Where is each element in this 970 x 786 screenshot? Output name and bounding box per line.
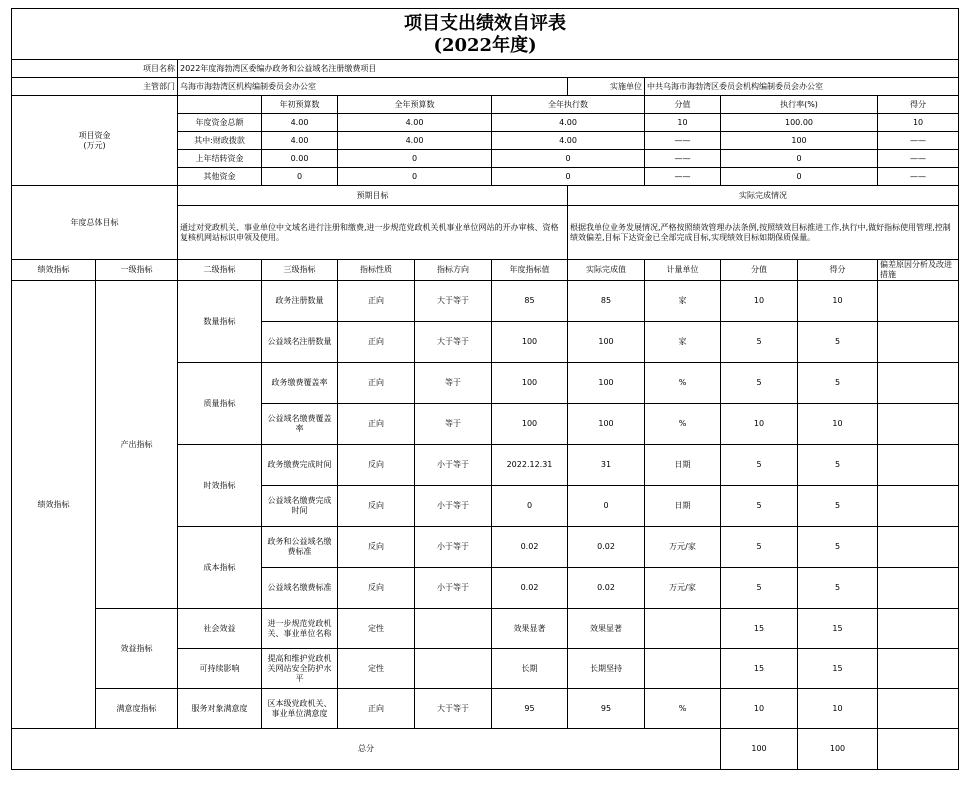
deviation-note — [878, 445, 959, 486]
funds-cell: —— — [878, 132, 959, 150]
level2-indicator: 服务对象满意度 — [178, 689, 262, 729]
level3-indicator: 公益域名注册数量 — [262, 322, 338, 363]
indicator-nature: 正向 — [338, 689, 415, 729]
deviation-note — [878, 527, 959, 568]
score-got: 15 — [798, 649, 878, 689]
total-got: 100 — [798, 729, 878, 770]
score-got: 5 — [798, 527, 878, 568]
table-title — [12, 9, 959, 60]
indicator-header-4: 指标性质 — [338, 260, 415, 281]
funds-row-label: 其他资金 — [178, 168, 262, 186]
target-value: 100 — [492, 363, 568, 404]
indicator-direction: 等于 — [415, 404, 492, 445]
level2-indicator: 可持续影响 — [178, 649, 262, 689]
level3-indicator: 公益域名缴费覆盖率 — [262, 404, 338, 445]
funds-header-0: 年初预算数 — [262, 96, 338, 114]
target-value: 长期 — [492, 649, 568, 689]
indicator-direction: 等于 — [415, 363, 492, 404]
unit — [645, 609, 721, 649]
deviation-note — [878, 322, 959, 363]
indicator-nature: 正向 — [338, 363, 415, 404]
score-value: 5 — [721, 363, 798, 404]
unit: 日期 — [645, 445, 721, 486]
unit: % — [645, 689, 721, 729]
funds-cell: 4.00 — [338, 114, 492, 132]
subtitle-text: (2022年度) — [433, 35, 537, 56]
level3-indicator: 政务和公益域名缴费标准 — [262, 527, 338, 568]
actual-goal-label: 实际完成情况 — [568, 186, 959, 206]
funds-cell: —— — [645, 168, 721, 186]
score-value: 5 — [721, 486, 798, 527]
funds-cell: 0 — [721, 168, 878, 186]
unit: 万元/家 — [645, 527, 721, 568]
score-value: 5 — [721, 445, 798, 486]
score-value: 10 — [721, 689, 798, 729]
goals-label: 年度总体目标 — [12, 186, 178, 260]
score-value: 10 — [721, 281, 798, 322]
funds-cell: —— — [645, 150, 721, 168]
target-value: 2022.12.31 — [492, 445, 568, 486]
total-score: 100 — [721, 729, 798, 770]
indicator-nature: 正向 — [338, 322, 415, 363]
unit: 万元/家 — [645, 568, 721, 609]
funds-cell: 0 — [721, 150, 878, 168]
indicator-header-6: 年度指标值 — [492, 260, 568, 281]
deviation-note — [878, 649, 959, 689]
deviation-note — [878, 689, 959, 729]
indicator-nature: 定性 — [338, 609, 415, 649]
funds-row-label: 其中:财政拨款 — [178, 132, 262, 150]
actual-value: 100 — [568, 363, 645, 404]
funds-cell: —— — [878, 150, 959, 168]
target-value: 85 — [492, 281, 568, 322]
unit: 家 — [645, 281, 721, 322]
funds-cell: —— — [645, 132, 721, 150]
indicator-direction — [415, 649, 492, 689]
actual-value: 长期坚持 — [568, 649, 645, 689]
project-name-value: 2022年度海勃湾区委编办政务和公益域名注册缴费项目 — [178, 60, 959, 78]
indicator-header-1: 一级指标 — [96, 260, 178, 281]
funds-cell: 4.00 — [262, 132, 338, 150]
indicator-header-5: 指标方向 — [415, 260, 492, 281]
level3-indicator: 公益域名缴费完成时间 — [262, 486, 338, 527]
indicator-nature: 反向 — [338, 568, 415, 609]
actual-value: 85 — [568, 281, 645, 322]
target-value: 0.02 — [492, 527, 568, 568]
indicator-header-2: 二级指标 — [178, 260, 262, 281]
funds-cell: 10 — [878, 114, 959, 132]
deviation-note — [878, 486, 959, 527]
actual-value: 95 — [568, 689, 645, 729]
dept-label: 主管部门 — [12, 78, 178, 96]
funds-cell: 100 — [721, 132, 878, 150]
indicator-header-7: 实际完成值 — [568, 260, 645, 281]
score-got: 5 — [798, 445, 878, 486]
score-got: 10 — [798, 404, 878, 445]
score-value: 15 — [721, 609, 798, 649]
indicator-nature: 反向 — [338, 445, 415, 486]
target-value: 100 — [492, 404, 568, 445]
indicator-direction: 大于等于 — [415, 689, 492, 729]
deviation-note — [878, 363, 959, 404]
unit: % — [645, 404, 721, 445]
evaluation-table — [11, 8, 959, 770]
total-label: 总分 — [12, 729, 721, 770]
impl-value: 中共乌海市海勃湾区委员会机构编制委员会办公室 — [645, 78, 959, 96]
score-value: 15 — [721, 649, 798, 689]
indicator-header-10: 得分 — [798, 260, 878, 281]
funds-cell: 0 — [338, 150, 492, 168]
funds-header-blank — [178, 96, 262, 114]
indicator-header-9: 分值 — [721, 260, 798, 281]
funds-label: 项目资金 (万元) — [12, 96, 178, 186]
funds-cell: 4.00 — [492, 132, 645, 150]
unit: 日期 — [645, 486, 721, 527]
indicator-nature: 正向 — [338, 404, 415, 445]
project-name-label: 项目名称 — [12, 60, 178, 78]
funds-cell: 0 — [338, 168, 492, 186]
unit: 家 — [645, 322, 721, 363]
indicator-header-8: 计量单位 — [645, 260, 721, 281]
actual-value: 0 — [568, 486, 645, 527]
level3-indicator: 区本级党政机关、事业单位满意度 — [262, 689, 338, 729]
expected-goal-text: 通过对党政机关、事业单位中文域名进行注册和缴费,进一步规范党政机关机事业单位网站的开办审核、资格复核机网站标识申领及使用。 — [178, 206, 568, 260]
funds-cell: 4.00 — [338, 132, 492, 150]
level1-indicator: 产出指标 — [96, 281, 178, 609]
indicator-header-0: 绩效指标 — [12, 260, 96, 281]
level3-indicator: 公益域名缴费标准 — [262, 568, 338, 609]
funds-header-5: 得分 — [878, 96, 959, 114]
table-body — [12, 9, 959, 770]
funds-header-4: 执行率(%) — [721, 96, 878, 114]
indicator-nature: 反向 — [338, 486, 415, 527]
title-text: 项目支出绩效自评表 — [404, 13, 567, 34]
indicator-direction: 大于等于 — [415, 281, 492, 322]
indicator-header-11: 偏差原因分析及改进措施 — [878, 260, 959, 281]
level2-indicator: 社会效益 — [178, 609, 262, 649]
level2-indicator: 质量指标 — [178, 363, 262, 445]
funds-row-label: 年度资金总额 — [178, 114, 262, 132]
level1-indicator: 效益指标 — [96, 609, 178, 689]
level1-indicator: 满意度指标 — [96, 689, 178, 729]
indicator-direction — [415, 609, 492, 649]
score-got: 5 — [798, 568, 878, 609]
level3-indicator: 政务注册数量 — [262, 281, 338, 322]
score-got: 5 — [798, 363, 878, 404]
indicator-nature: 定性 — [338, 649, 415, 689]
score-got: 5 — [798, 322, 878, 363]
indicator-direction: 大于等于 — [415, 322, 492, 363]
score-value: 5 — [721, 527, 798, 568]
level3-indicator: 政务缴费完成时间 — [262, 445, 338, 486]
unit: % — [645, 363, 721, 404]
score-value: 5 — [721, 322, 798, 363]
funds-cell: 100.00 — [721, 114, 878, 132]
score-got: 10 — [798, 281, 878, 322]
deviation-note — [878, 281, 959, 322]
score-value: 10 — [721, 404, 798, 445]
actual-value: 效果显著 — [568, 609, 645, 649]
indicator-direction: 小于等于 — [415, 527, 492, 568]
level3-indicator: 提高和维护党政机关网站安全防护水平 — [262, 649, 338, 689]
funds-cell: 10 — [645, 114, 721, 132]
funds-cell: 0 — [262, 168, 338, 186]
score-got: 15 — [798, 609, 878, 649]
unit — [645, 649, 721, 689]
funds-cell: 0 — [492, 150, 645, 168]
target-value: 100 — [492, 322, 568, 363]
funds-cell: 4.00 — [492, 114, 645, 132]
expected-goal-label: 预期目标 — [178, 186, 568, 206]
funds-cell: —— — [878, 168, 959, 186]
level3-indicator: 进一步规范党政机关、事业单位名称 — [262, 609, 338, 649]
level2-indicator: 数量指标 — [178, 281, 262, 363]
level2-indicator: 成本指标 — [178, 527, 262, 609]
actual-value: 100 — [568, 322, 645, 363]
indicator-nature: 正向 — [338, 281, 415, 322]
indicator-header-3: 三级指标 — [262, 260, 338, 281]
target-value: 95 — [492, 689, 568, 729]
score-value: 5 — [721, 568, 798, 609]
dept-value: 乌海市海勃湾区机构编制委员会办公室 — [178, 78, 568, 96]
funds-header-2: 全年执行数 — [492, 96, 645, 114]
self-evaluation-sheet — [11, 8, 958, 770]
indicator-direction: 小于等于 — [415, 445, 492, 486]
target-value: 效果显著 — [492, 609, 568, 649]
actual-value: 0.02 — [568, 527, 645, 568]
funds-cell: 0.00 — [262, 150, 338, 168]
indicator-direction: 小于等于 — [415, 568, 492, 609]
impl-label: 实施单位 — [568, 78, 645, 96]
actual-value: 100 — [568, 404, 645, 445]
level3-indicator: 政务缴费覆盖率 — [262, 363, 338, 404]
funds-row-label: 上年结转资金 — [178, 150, 262, 168]
actual-value: 31 — [568, 445, 645, 486]
deviation-note — [878, 609, 959, 649]
indicator-category: 绩效指标 — [12, 281, 96, 729]
deviation-note — [878, 568, 959, 609]
funds-cell: 0 — [492, 168, 645, 186]
funds-cell: 4.00 — [262, 114, 338, 132]
level2-indicator: 时效指标 — [178, 445, 262, 527]
deviation-note — [878, 404, 959, 445]
target-value: 0 — [492, 486, 568, 527]
total-note — [878, 729, 959, 770]
indicator-nature: 反向 — [338, 527, 415, 568]
actual-goal-text: 根据我单位业务发展情况,严格按照绩效管理办法条例,按照绩效目标推进工作,执行中,做好指标使用管理,控制绩效偏差,目标下达资金已全部完成目标,实现绩效目标如期保质保量。 — [568, 206, 959, 260]
funds-header-3: 分值 — [645, 96, 721, 114]
score-got: 10 — [798, 689, 878, 729]
actual-value: 0.02 — [568, 568, 645, 609]
score-got: 5 — [798, 486, 878, 527]
indicator-direction: 小于等于 — [415, 486, 492, 527]
target-value: 0.02 — [492, 568, 568, 609]
funds-header-1: 全年预算数 — [338, 96, 492, 114]
